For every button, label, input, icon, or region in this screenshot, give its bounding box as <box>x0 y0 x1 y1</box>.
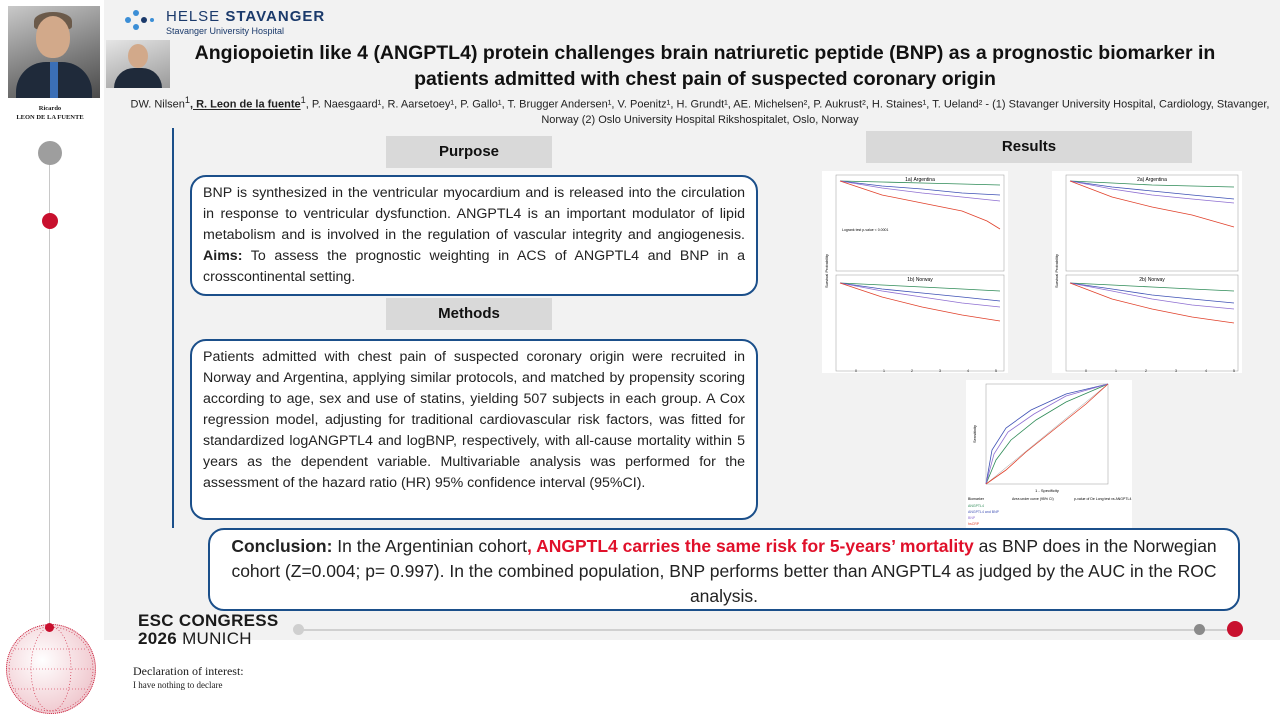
km2-ylabel: Survival Probability <box>1054 253 1059 289</box>
km1-title-top: 1a) Argentina <box>905 177 935 183</box>
logo-brand-bold: STAVANGER <box>225 8 326 25</box>
methods-box: Patients admitted with chest pain of suspected coronary origin were recruited in Norway and Argentina, applying similar protocols, and matched by propensity scoring according to age, sex and use of statins, yielding 507 subjects in each group. A Cox regression model, adjusting for traditional cardiovascular risk factors, was fitted for standardized logANGPTL4 and logBNP, respectively, with all-cause mortality within 5 years as the dependent variable. Multivariable analysis was performed for the assessment of the hazard ratio (HR) 95% confidence interval (95%CI). <box>190 339 758 520</box>
svg-text:ANGPTL4: ANGPTL4 <box>968 504 984 508</box>
svg-text:0: 0 <box>1084 368 1088 373</box>
timeline-marker-grey[interactable] <box>38 141 62 165</box>
svg-text:5: 5 <box>994 368 998 373</box>
speaker-sidebar <box>0 0 100 720</box>
speaker-name: Ricardo LEON DE LA FUENTE <box>16 105 84 121</box>
logo-dots-icon <box>122 8 156 32</box>
conclusion-box: Conclusion: In the Argentinian cohort, ANGPTL4 carries the same risk for 5-years’ mortality as BNP does in the Norwegian cohort (Z=0.004; p= 0.997). In the combined population, BNP performs better than ANGPTL4 as judged by the AUC in the ROC analysis. <box>208 528 1240 611</box>
km2-title-bottom: 2b) Norway <box>1139 277 1165 283</box>
svg-text:hsCRP: hsCRP <box>968 522 980 526</box>
svg-text:Biomarker: Biomarker <box>968 497 984 501</box>
svg-text:Area under curve (95% CI): Area under curve (95% CI) <box>1012 497 1054 501</box>
svg-text:2: 2 <box>1144 368 1148 373</box>
timeline-marker-small[interactable] <box>45 623 54 632</box>
results-heading: Results <box>866 131 1192 163</box>
presenting-author: , R. Leon de la fuente <box>190 98 301 111</box>
km-figure-2 <box>1052 171 1242 373</box>
author-list: DW. Nilsen$^1$, R. Leon de la fuente$^1$, P. Naesgaard¹, R. Aarsetoey¹, P. Gallo¹, T. Brugger Andersen¹, V. Poenitz¹, H. Grundt¹, AE. Michelsen², P. Aukrust², H. Staines¹, T. Ueland² - (1) Stavanger University Hospital, Cardiology, Stavanger, Norway (2) Oslo University Hospital Rikshospitalet, Oslo, Norway <box>130 95 1270 126</box>
km-figure-1 <box>822 171 1008 373</box>
section-divider <box>172 128 174 528</box>
svg-text:1: 1 <box>882 368 886 373</box>
hospital-logo <box>122 6 352 34</box>
svg-text:1: 1 <box>1114 368 1118 373</box>
timeline-marker-red[interactable] <box>42 213 58 229</box>
declaration-title: Declaration of interest: <box>133 664 244 678</box>
roc-figure <box>966 380 1132 528</box>
svg-text:ANGPTL4 and BNP: ANGPTL4 and BNP <box>968 510 999 514</box>
svg-text:p-value of De Long test vs ANG: p-value of De Long test vs ANGPTL4 <box>1074 497 1132 501</box>
globe-icon <box>6 624 96 714</box>
speaker-photo <box>8 6 100 98</box>
logo-brand-light: HELSE <box>166 8 221 25</box>
km1-ylabel: Survival Probability <box>824 253 829 289</box>
purpose-heading: Purpose <box>386 136 552 168</box>
slide-progress-track[interactable] <box>298 629 1238 631</box>
svg-text:5: 5 <box>1232 368 1236 373</box>
purpose-box: BNP is synthesized in the ventricular myocardium and is released into the circulation in response to ventricular dysfunction. ANGPTL4 is an important modulator of lipid metabolism and is involved in the regulation of vascular integrity and angiogenesis. Aims: To assess the prognostic weighting in ACS of ANGPTL4 and BNP in a crosscontinental setting. <box>190 175 758 296</box>
svg-text:BNP: BNP <box>968 516 976 520</box>
poster-title: Angiopoietin like 4 (ANGPTL4) protein challenges brain natriuretic peptide (BNP) as a prognostic biomarker in patients admitted with chest pain of suspected coronary origin <box>194 42 1216 90</box>
svg-text:0: 0 <box>854 368 858 373</box>
svg-text:4: 4 <box>1204 368 1208 373</box>
roc-ylabel: Sensitivity <box>972 424 977 444</box>
roc-xlabel: 1 - Specificity <box>1035 488 1059 493</box>
svg-text:3: 3 <box>1174 368 1178 373</box>
svg-text:Logrank test p-value < 0.0001: Logrank test p-value < 0.0001 <box>842 228 889 232</box>
roc-legend <box>968 497 1131 526</box>
progress-end-marker[interactable] <box>1227 621 1243 637</box>
svg-text:3: 3 <box>938 368 942 373</box>
conclusion-highlight: , ANGPTL4 carries the same risk for 5-years’ mortality <box>527 536 974 556</box>
progress-current-marker[interactable] <box>1194 624 1205 635</box>
svg-text:2: 2 <box>910 368 914 373</box>
km1-title-bottom: 1b) Norway <box>907 277 933 283</box>
progress-start-marker[interactable] <box>293 624 304 635</box>
logo-subtitle: Stavanger University Hospital <box>166 26 285 36</box>
km2-title-top: 2a) Argentina <box>1137 177 1167 183</box>
declaration-text: I have nothing to declare <box>133 680 223 690</box>
esc-congress-logo: ESC CONGRESS 2026 MUNICH <box>138 611 279 648</box>
methods-heading: Methods <box>386 298 552 330</box>
svg-text:4: 4 <box>966 368 970 373</box>
presenter-thumbnail <box>106 40 170 88</box>
